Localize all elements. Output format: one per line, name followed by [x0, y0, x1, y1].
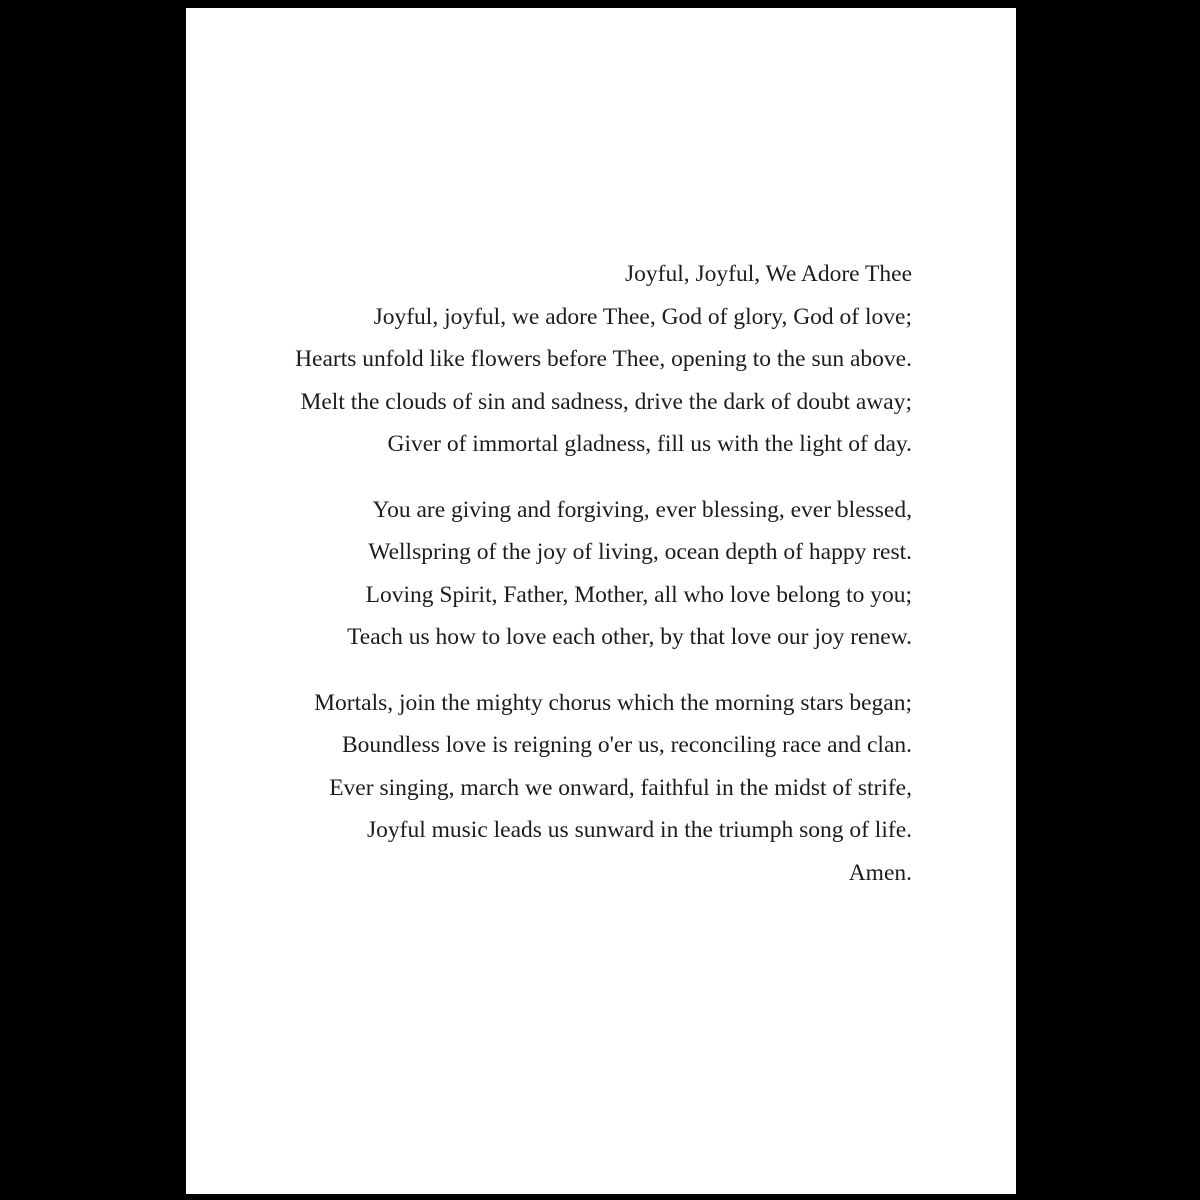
- poem-line: Ever singing, march we onward, faithful in the midst of strife,: [329, 774, 912, 801]
- poem-line: Loving Spirit, Father, Mother, all who love belong to you;: [365, 581, 912, 608]
- poem-line: Melt the clouds of sin and sadness, drive the dark of doubt away;: [300, 388, 912, 415]
- poem-body: [232, 253, 912, 894]
- poem-line: You are giving and forgiving, ever blessing, ever blessed,: [372, 496, 912, 523]
- poem-line: Wellspring of the joy of living, ocean depth of happy rest.: [368, 539, 912, 565]
- stanza-3: [232, 682, 912, 895]
- poem-line: Teach us how to love each other, by that love our joy renew.: [347, 624, 912, 650]
- poem-closing: Amen.: [848, 859, 912, 886]
- document-page: [186, 8, 1016, 1194]
- stanza-2: [232, 489, 912, 659]
- poem-line: Hearts unfold like flowers before Thee, opening to the sun above.: [295, 346, 912, 372]
- page-title: Joyful, Joyful, We Adore Thee: [624, 261, 912, 287]
- stanza-1: [232, 296, 912, 466]
- poem-line: Joyful music leads us sunward in the triumph song of life.: [367, 817, 912, 843]
- poem-line: Giver of immortal gladness, fill us with the light of day.: [387, 431, 912, 457]
- poem-line: Mortals, join the mighty chorus which the morning stars began;: [314, 689, 912, 716]
- poem-line: Joyful, joyful, we adore Thee, God of glory, God of love;: [373, 303, 912, 330]
- poem-line: Boundless love is reigning o'er us, reconciling race and clan.: [341, 732, 912, 758]
